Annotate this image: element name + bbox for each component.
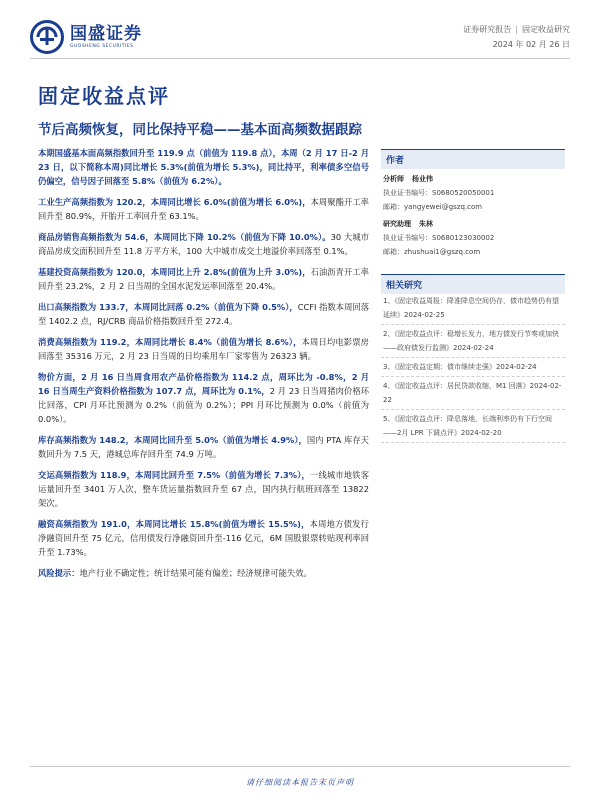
- author-email-row: 邮箱：yangyewei@gszq.com: [383, 203, 483, 211]
- author-email-link[interactable]: zhushuai1@gszq.com: [404, 248, 481, 256]
- report-category: 证券研究报告 | 固定收益研究: [463, 25, 570, 34]
- report-tag: 证券研究报告: [463, 25, 512, 34]
- transport-paragraph: 交运高频指数为 118.9，本周同比回升至 7.5%（前值为增长 7.3%），一线城市地铁客运量回升至 3401 万人次，整车货运量指数回升至 67 点，国内执行航班回落至 13822 架次。: [38, 470, 369, 508]
- brand-name-en: GUOSHENG SECURITIES: [70, 44, 134, 49]
- inventory-paragraph: 库存高频指数为 148.2，本周同比回升至 5.0%（前值为增长 4.9%），国内 PTA 库存天数回升为 7.5 天，港城总库存回升至 74.9 万吨。: [38, 435, 369, 459]
- related-report-link[interactable]: 2、《固定收益点评：稳增长发力，地方债发行节奏或加快——政府债发行监测》2024-02-24: [381, 327, 565, 358]
- header-divider: [30, 58, 570, 59]
- report-date: 2024 年 02 月 26 日: [492, 40, 570, 49]
- guosheng-logo-icon: [30, 20, 64, 54]
- related-report-link[interactable]: 5、《固定收益点评：降息落地，长端利率仍有下行空间——2月 LPR 下调点评》2024-02-20: [381, 412, 565, 443]
- doc-type: 固定收益点评: [38, 84, 170, 108]
- prices-paragraph: 物价方面，2 月 16 日当周食用农产品价格指数为 114.2 点，周环比为 -0.8%，2 月 16 日当周生产资料价格指数为 107.7 点，周环比为 0.1%，2 月 23 日当周猪肉价格环比回落，CPI 月环比预测为 0.2%（前值为 0.2%）；PPI 月环比预测为 0.0%（前值为 0.0%）。: [38, 372, 369, 424]
- related-report-link[interactable]: 3、《固定收益定期：债市继续走强》2024-02-24: [381, 360, 565, 377]
- author-heading: 作者: [381, 149, 565, 169]
- footer-divider: [30, 766, 570, 767]
- summary-paragraph: 本期国盛基本面高频指数回升至 119.9 点（前值为 119.8 点），本周（2 月 17 日-2 月 23 日，以下简称本周)同比增长 5.3%(前值为增长 5.3%)，同比持平，利率债多空信号仍偏空，信号因子回落至 5.8%（前值为 6.2%）。: [38, 148, 369, 186]
- author-cert-row: 执业证书编号：S0680520050001: [383, 189, 495, 197]
- related-report-link[interactable]: 1、《固定收益周报：降准降息空间仍存，债市趋势仍有望延续》2024-02-25: [381, 294, 565, 325]
- report-tag: 固定收益研究: [522, 25, 570, 34]
- housing-sales-paragraph: 商品房销售高频指数为 54.6，本周同比下降 10.2%（前值为下降 10.0%）。30 大城市商品房成交面积回升至 11.8 万平方米，100 大中城市成交土地溢价率回落至 0.1%。: [38, 232, 369, 256]
- financing-paragraph: 融资高频指数为 191.0，本周同比增长 15.8%(前值为增长 15.5%)，本周地方债发行净融资回升至 75 亿元，信用债发行净融资回升至-116 亿元，6M 国股银票转贴现利率回升至 1.73%。: [38, 519, 369, 557]
- footer-disclaimer: 请仔细阅读本报告末页声明: [246, 778, 354, 787]
- author-name-row: 研究助理 朱林: [383, 220, 433, 228]
- brand-logo: [30, 20, 142, 54]
- risk-warning: 风险提示：地产行业不确定性；统计结果可能有偏差；经济规律可能失效。: [38, 568, 312, 578]
- author-name-row: 分析师 杨业伟: [383, 175, 433, 183]
- page-header: [0, 0, 600, 62]
- author-email-row: 邮箱：zhushuai1@gszq.com: [383, 248, 481, 256]
- infrastructure-paragraph: 基建投资高频指数为 120.0，本周同比上升 2.8%(前值为上升 3.0%)，石油沥青开工率回升至 23.2%，2 月 2 日当周的全国水泥发运率回落至 20.4%。: [38, 267, 369, 291]
- author-cert-row: 执业证书编号：S0680123030002: [383, 234, 495, 242]
- brand-name: 国盛证券: [70, 24, 142, 44]
- sidebar: [381, 149, 565, 445]
- related-report-link[interactable]: 4、《固定收益点评：居民贷款收缩，M1 回落》2024-02-22: [381, 379, 565, 410]
- related-heading: 相关研究: [381, 274, 565, 294]
- export-paragraph: 出口高频指数为 133.7，本周同比回落 0.2%（前值为下降 0.5%），CCFI 指数本周回落至 1402.2 点，RJ/CRB 商品价格指数回升至 272.4。: [38, 302, 369, 326]
- consumption-paragraph: 消费高频指数为 119.2，本周同比增长 8.4%（前值为增长 8.6%），本周日均电影票房回落至 35316 万元，2 月 23 日当周的日均乘用车厂家零售为 26323 辆。: [38, 337, 369, 361]
- page-title: 节后高频恢复，同比保持平稳——基本面高频数据跟踪: [38, 122, 362, 138]
- author-email-link[interactable]: yangyewei@gszq.com: [404, 203, 483, 211]
- industrial-paragraph: 工业生产高频指数为 120.2，本周同比增长 6.0%(前值为增长 6.0%)，本周聚酯开工率回升至 80.9%，开胎开工率回升至 63.1%。: [38, 197, 369, 221]
- main-content: [38, 146, 369, 587]
